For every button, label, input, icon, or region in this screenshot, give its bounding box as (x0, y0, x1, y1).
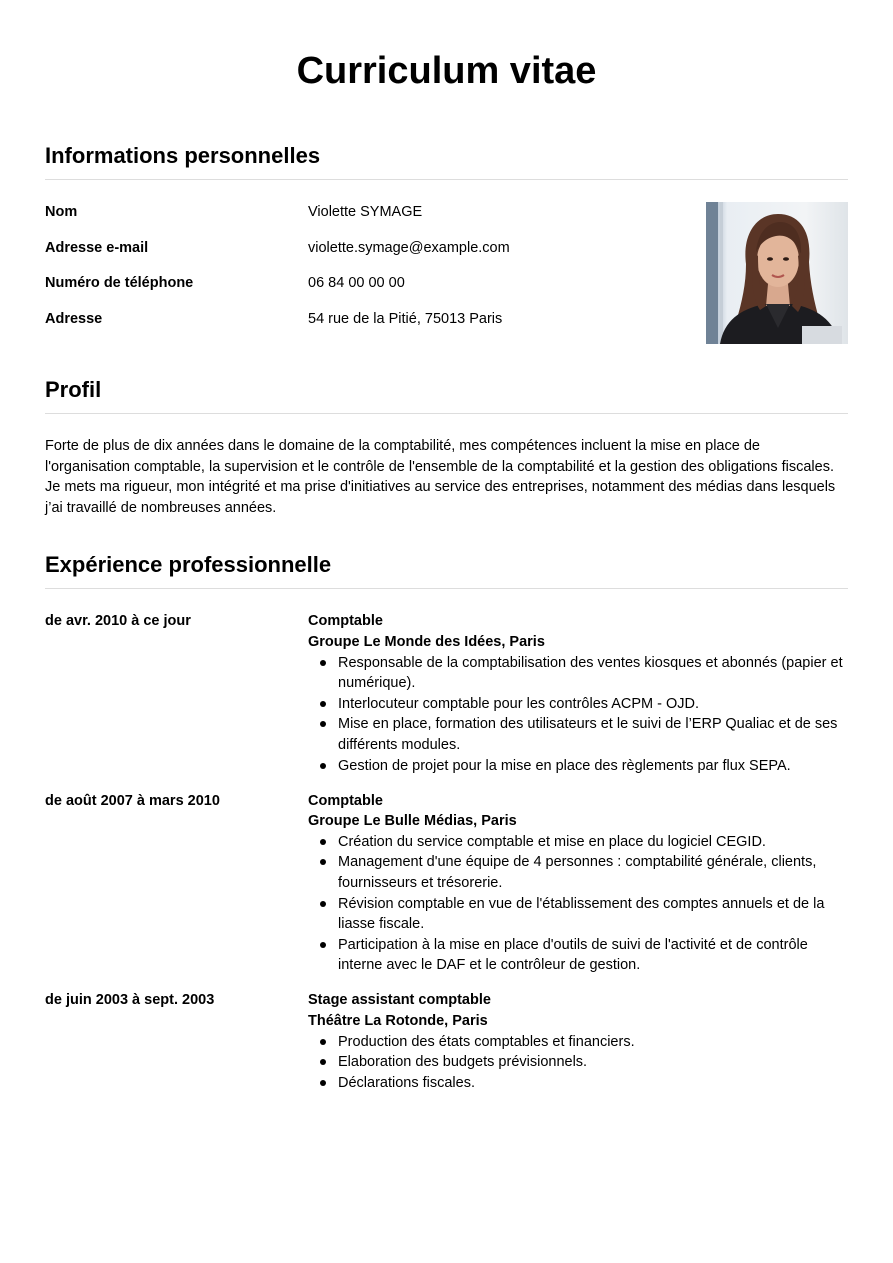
experience-role: Comptable (308, 792, 383, 809)
section-title-experience: Expérience professionnelle (45, 551, 848, 589)
experience-date: de août 2007 à mars 2010 (45, 792, 220, 809)
experience-body (308, 990, 848, 1093)
experience-bullets (308, 832, 848, 976)
experience-date: de juin 2003 à sept. 2003 (45, 992, 215, 1009)
experience-bullet: Elaboration des budgets prévisionnels. (308, 1052, 848, 1073)
experience-item (45, 611, 848, 776)
info-label: Adresse e-mail (45, 239, 149, 256)
info-value: violette.symage@example.com (308, 239, 510, 256)
document-title: Curriculum vitae (296, 50, 597, 92)
info-value: Violette SYMAGE (308, 204, 423, 220)
experience-item (45, 990, 848, 1093)
profile-photo (706, 202, 848, 344)
experience-bullet: Management d'une équipe de 4 personnes : comptabilité générale, clients, fournisseurs et trésorerie. (308, 852, 848, 893)
experience-role: Stage assistant comptable (308, 992, 491, 1009)
personal-info-section (45, 142, 848, 344)
experience-role: Comptable (308, 613, 383, 630)
info-label: Adresse (45, 310, 103, 327)
experience-bullet: Interlocuteur comptable pour les contrôles ACPM - OJD. (308, 694, 848, 715)
experience-body (308, 611, 848, 776)
experience-bullet: Production des états comptables et financiers. (308, 1032, 848, 1053)
info-value: 06 84 00 00 00 (308, 275, 405, 291)
profile-text: Forte de plus de dix années dans le domaine de la comptabilité, mes compétences incluent la mise en place de l'organisation comptable, la supervision et le contrôle de l'ensemble de la comptabilité et la gestion des obligations fiscales. Je mets ma rigueur, mon intégrité et ma prise d'initiatives au service des entreprises, notamment des médias dans lesquels j’ai travaillé de nombreuses années. (45, 438, 836, 516)
experience-body (308, 791, 848, 976)
experience-item (45, 791, 848, 976)
experience-list (45, 611, 848, 1093)
section-title-personal: Informations personnelles (45, 142, 848, 180)
profile-photo-icon (706, 202, 848, 344)
info-label: Nom (45, 204, 78, 220)
experience-bullet: Responsable de la comptabilisation des ventes kiosques et abonnés (papier et numérique). (308, 653, 848, 694)
experience-company: Théâtre La Rotonde, Paris (308, 1013, 488, 1030)
experience-bullet: Déclarations fiscales. (308, 1073, 848, 1094)
section-title-profile: Profil (45, 376, 848, 414)
experience-bullets (308, 1032, 848, 1094)
personal-info-block (45, 202, 848, 344)
info-value: 54 rue de la Pitié, 75013 Paris (308, 310, 503, 327)
profile-section (45, 376, 848, 518)
experience-company: Groupe Le Bulle Médias, Paris (308, 813, 517, 830)
experience-bullet: Création du service comptable et mise en place du logiciel CEGID. (308, 832, 848, 853)
experience-bullet: Mise en place, formation des utilisateurs et le suivi de l’ERP Qualiac et de ses différents modules. (308, 714, 848, 755)
info-label: Numéro de téléphone (45, 275, 194, 291)
experience-section (45, 551, 848, 1093)
experience-bullets (308, 653, 848, 777)
experience-date: de avr. 2010 à ce jour (45, 613, 191, 630)
experience-bullet: Gestion de projet pour la mise en place des règlements par flux SEPA. (308, 756, 848, 777)
experience-bullet: Participation à la mise en place d'outils de suivi de l'activité et de contrôle interne avec le DAF et le contrôleur de gestion. (308, 935, 848, 976)
experience-company: Groupe Le Monde des Idées, Paris (308, 633, 545, 650)
experience-bullet: Révision comptable en vue de l'établissement des comptes annuels et de la liasse fiscale. (308, 894, 848, 935)
